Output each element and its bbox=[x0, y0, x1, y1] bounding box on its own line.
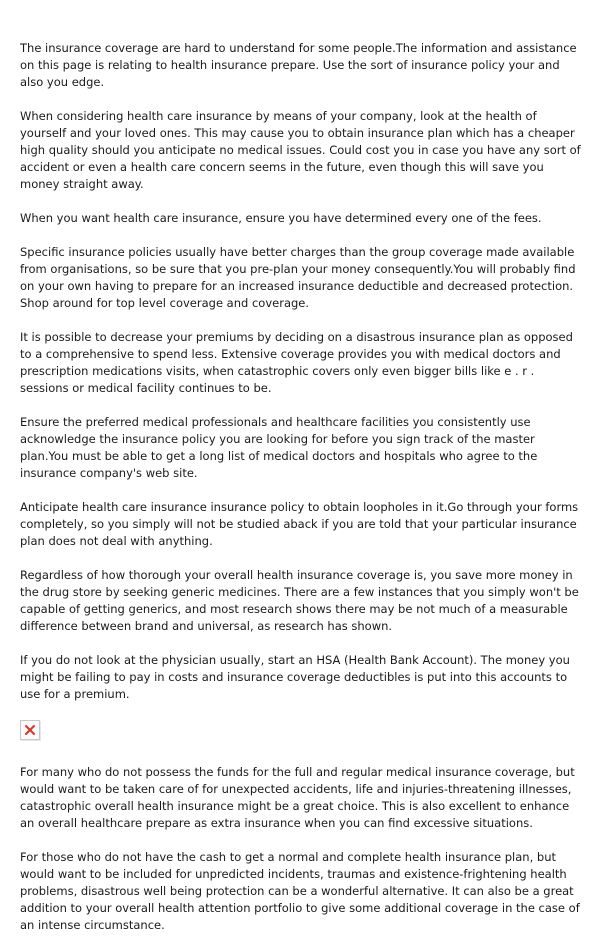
article-body bbox=[20, 40, 582, 951]
broken-image-placeholder bbox=[20, 720, 40, 740]
paragraph-11: For those who do not have the cash to get a normal and complete health insurance plan, but would want to be included for unpredicted incidents, traumas and existence-frightening health problems, disastrous well being protection can be a wonderful alternative. It can also be a great addition to your overall health attention portfolio to give some additional coverage in the case of an intense circumstance. bbox=[20, 850, 580, 932]
paragraph-2: When considering health care insurance by means of your company, look at the health of yourself and your loved ones. This may cause you to obtain insurance plan which has a cheaper high quality should you anticipate no medical issues. Could cost you in case you have any sort of accident or even a health care concern seems in the future, even though this will save you money straight away. bbox=[20, 109, 581, 191]
paragraph-8: Regardless of how thorough your overall health insurance coverage is, you save more money in the drug store by seeking generic medicines. There are a few instances that you simply won't be capable of getting generics, and most research shows there may be not much of a measurable difference between brand and universal, as research has shown. bbox=[20, 568, 579, 633]
paragraph-5: It is possible to decrease your premiums by deciding on a disastrous insurance plan as opposed to a comprehensive to spend less. Extensive coverage provides you with medical doctors and prescription medications visits, when catastrophic covers only even bigger bills like e . r . sessions or medical facility continues to be. bbox=[20, 330, 573, 395]
paragraph-6: Ensure the preferred medical professionals and healthcare facilities you consistently use acknowledge the insurance policy you are looking for before you sign track of the master plan.You must be able to get a long list of medical doctors and hospitals who agree to the insurance company's web site. bbox=[20, 415, 538, 480]
paragraph-10: For many who do not possess the funds for the full and regular medical insurance coverage, but would want to be taken care of for unexpected accidents, life and injuries-threatening illnesses, catastrophic overall health insurance might be a great choice. This is also excellent to enhance an overall healthcare prepare as extra insurance when you can find excessive situations. bbox=[20, 765, 575, 830]
broken-image-icon bbox=[24, 724, 36, 736]
paragraph-7: Anticipate health care insurance insurance policy to obtain loopholes in it.Go through your forms completely, so you simply will not be studied aback if you are told that your particular insurance plan does not deal with anything. bbox=[20, 500, 579, 548]
paragraph-4: Specific insurance policies usually have better charges than the group coverage made available from organisations, so be sure that you pre-plan your money consequently.You will probably find on your own having to prepare for an increased insurance deductible and decreased protection. Shop around for top level coverage and coverage. bbox=[20, 245, 576, 310]
paragraph-3: When you want health care insurance, ensure you have determined every one of the fees. bbox=[20, 211, 542, 225]
paragraph-9: If you do not look at the physician usually, start an HSA (Health Bank Account). The money you might be failing to pay in costs and insurance coverage deductibles is put into this accounts to use for a premium. bbox=[20, 653, 570, 701]
paragraph-1: The insurance coverage are hard to understand for some people.The information and assistance on this page is relating to health insurance prepare. Use the sort of insurance policy your and also you edge. bbox=[20, 41, 577, 89]
